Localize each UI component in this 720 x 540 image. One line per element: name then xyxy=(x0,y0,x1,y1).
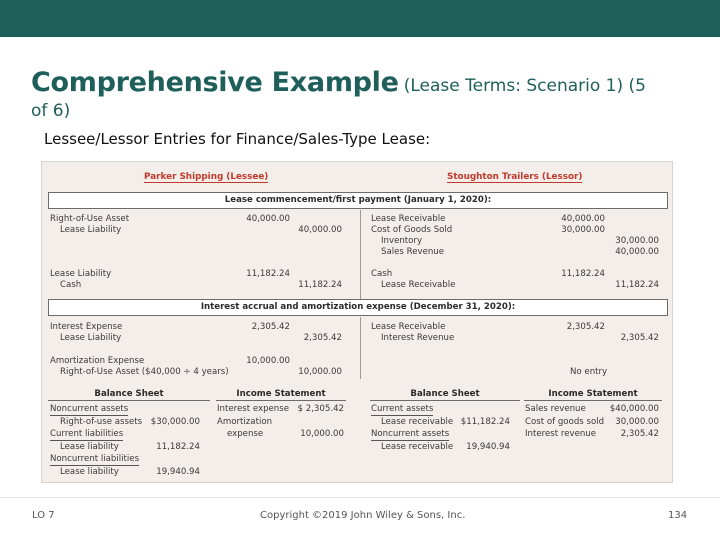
entry-debit: 11,182.24 xyxy=(561,269,605,279)
is-line-amount: 30,000.00 xyxy=(615,417,659,427)
bs-line-label: Lease receivable xyxy=(381,442,454,452)
lessor-income-statement-heading: Income Statement xyxy=(524,389,662,401)
title-continuation: of 6) xyxy=(31,101,71,121)
entry-label: Interest Revenue xyxy=(381,333,455,343)
entry-credit: 11,182.24 xyxy=(298,280,342,290)
entry-credit: 2,305.42 xyxy=(303,333,342,343)
title-main: Comprehensive Example xyxy=(31,67,399,98)
entry-debit: 2,305.42 xyxy=(251,322,290,332)
lessee-income-statement-heading: Income Statement xyxy=(216,389,346,401)
slide-subtitle: Lessee/Lessor Entries for Finance/Sales-Type Lease: xyxy=(44,130,431,148)
is-line-label: Cost of goods sold xyxy=(525,417,605,427)
lessor-balance-sheet-heading: Balance Sheet xyxy=(370,389,520,401)
bs-line-label: Lease liability xyxy=(60,467,119,477)
bs-line-amount: $11,182.24 xyxy=(460,417,510,427)
is-line-label: Sales revenue xyxy=(525,404,586,414)
entry-label: Lease Receivable xyxy=(371,214,446,224)
entry-label: Interest Expense xyxy=(50,322,123,332)
entry-debit: 40,000.00 xyxy=(561,214,605,224)
bs-line-amount: $30,000.00 xyxy=(150,417,200,427)
copyright: Copyright ©2019 John Wiley & Sons, Inc. xyxy=(260,510,466,521)
entry-label: Right-of-Use Asset xyxy=(50,214,130,224)
entry-label: Cash xyxy=(371,269,393,279)
learning-objective: LO 7 xyxy=(32,510,55,521)
entry-label: Right-of-Use Asset ($40,000 ÷ 4 years) xyxy=(60,367,229,377)
is-line-label: Interest expense xyxy=(217,404,290,414)
entry-credit: 40,000.00 xyxy=(298,225,342,235)
slide-title xyxy=(31,64,701,121)
bs-section-label: Noncurrent assets xyxy=(371,429,450,439)
title-sub: (Lease Terms: Scenario 1) (5 xyxy=(403,76,646,96)
bs-line-amount: 19,940.94 xyxy=(466,442,510,452)
footer-divider xyxy=(0,497,720,498)
bs-line-amount: 19,940.94 xyxy=(156,467,200,477)
entry-credit: 10,000.00 xyxy=(298,367,342,377)
lessee-balance-sheet-heading: Balance Sheet xyxy=(48,389,210,401)
entry-label: Cost of Goods Sold xyxy=(371,225,453,235)
commencement-band: Lease commencement/first payment (January 1, 2020): xyxy=(48,192,668,209)
entry-credit: 11,182.24 xyxy=(615,280,659,290)
entry-label: Lease Liability xyxy=(60,333,122,343)
is-line-amount: 10,000.00 xyxy=(300,429,344,439)
entry-label: Inventory xyxy=(381,236,423,246)
top-bar xyxy=(0,0,720,37)
bs-section-label: Noncurrent assets xyxy=(50,404,129,414)
entry-debit: 40,000.00 xyxy=(246,214,290,224)
entry-label: Cash xyxy=(60,280,82,290)
entry-label: Sales Revenue xyxy=(381,247,445,257)
column-divider xyxy=(360,210,361,300)
bs-section-label: Current liabilities xyxy=(50,429,124,439)
column-divider xyxy=(360,317,361,379)
entry-credit: 2,305.42 xyxy=(620,333,659,343)
entry-credit: 40,000.00 xyxy=(615,247,659,257)
entry-debit: 10,000.00 xyxy=(246,356,290,366)
page-number: 134 xyxy=(668,510,688,521)
is-line-amount: $ 2,305.42 xyxy=(297,404,344,414)
entry-label: Amortization Expense xyxy=(50,356,145,366)
entry-debit: 2,305.42 xyxy=(566,322,605,332)
entry-debit: 30,000.00 xyxy=(561,225,605,235)
bs-line-label: Right-of-use assets xyxy=(60,417,143,427)
is-line-amount: $40,000.00 xyxy=(609,404,659,414)
entry-label: Lease Receivable xyxy=(381,280,456,290)
bs-line-label: Lease receivable xyxy=(381,417,454,427)
bs-section-label: Current assets xyxy=(371,404,434,414)
entry-label: Lease Receivable xyxy=(371,322,446,332)
no-entry-label: No entry xyxy=(570,367,608,377)
entry-credit: 30,000.00 xyxy=(615,236,659,246)
is-line-amount: 2,305.42 xyxy=(620,429,659,439)
is-line-label: Amortization xyxy=(217,417,273,427)
is-line-label: expense xyxy=(227,429,264,439)
lessee-header: Parker Shipping (Lessee) xyxy=(144,172,269,182)
entry-label: Lease Liability xyxy=(60,225,122,235)
lessor-header: Stoughton Trailers (Lessor) xyxy=(447,172,583,182)
entries-table xyxy=(41,161,673,483)
entry-label: Lease Liability xyxy=(50,269,112,279)
bs-section-label: Noncurrent liabilities xyxy=(50,454,140,464)
is-line-label: Interest revenue xyxy=(525,429,597,439)
entry-debit: 11,182.24 xyxy=(246,269,290,279)
accrual-band: Interest accrual and amortization expense (December 31, 2020): xyxy=(48,299,668,316)
bs-line-amount: 11,182.24 xyxy=(156,442,200,452)
bs-line-label: Lease liability xyxy=(60,442,119,452)
